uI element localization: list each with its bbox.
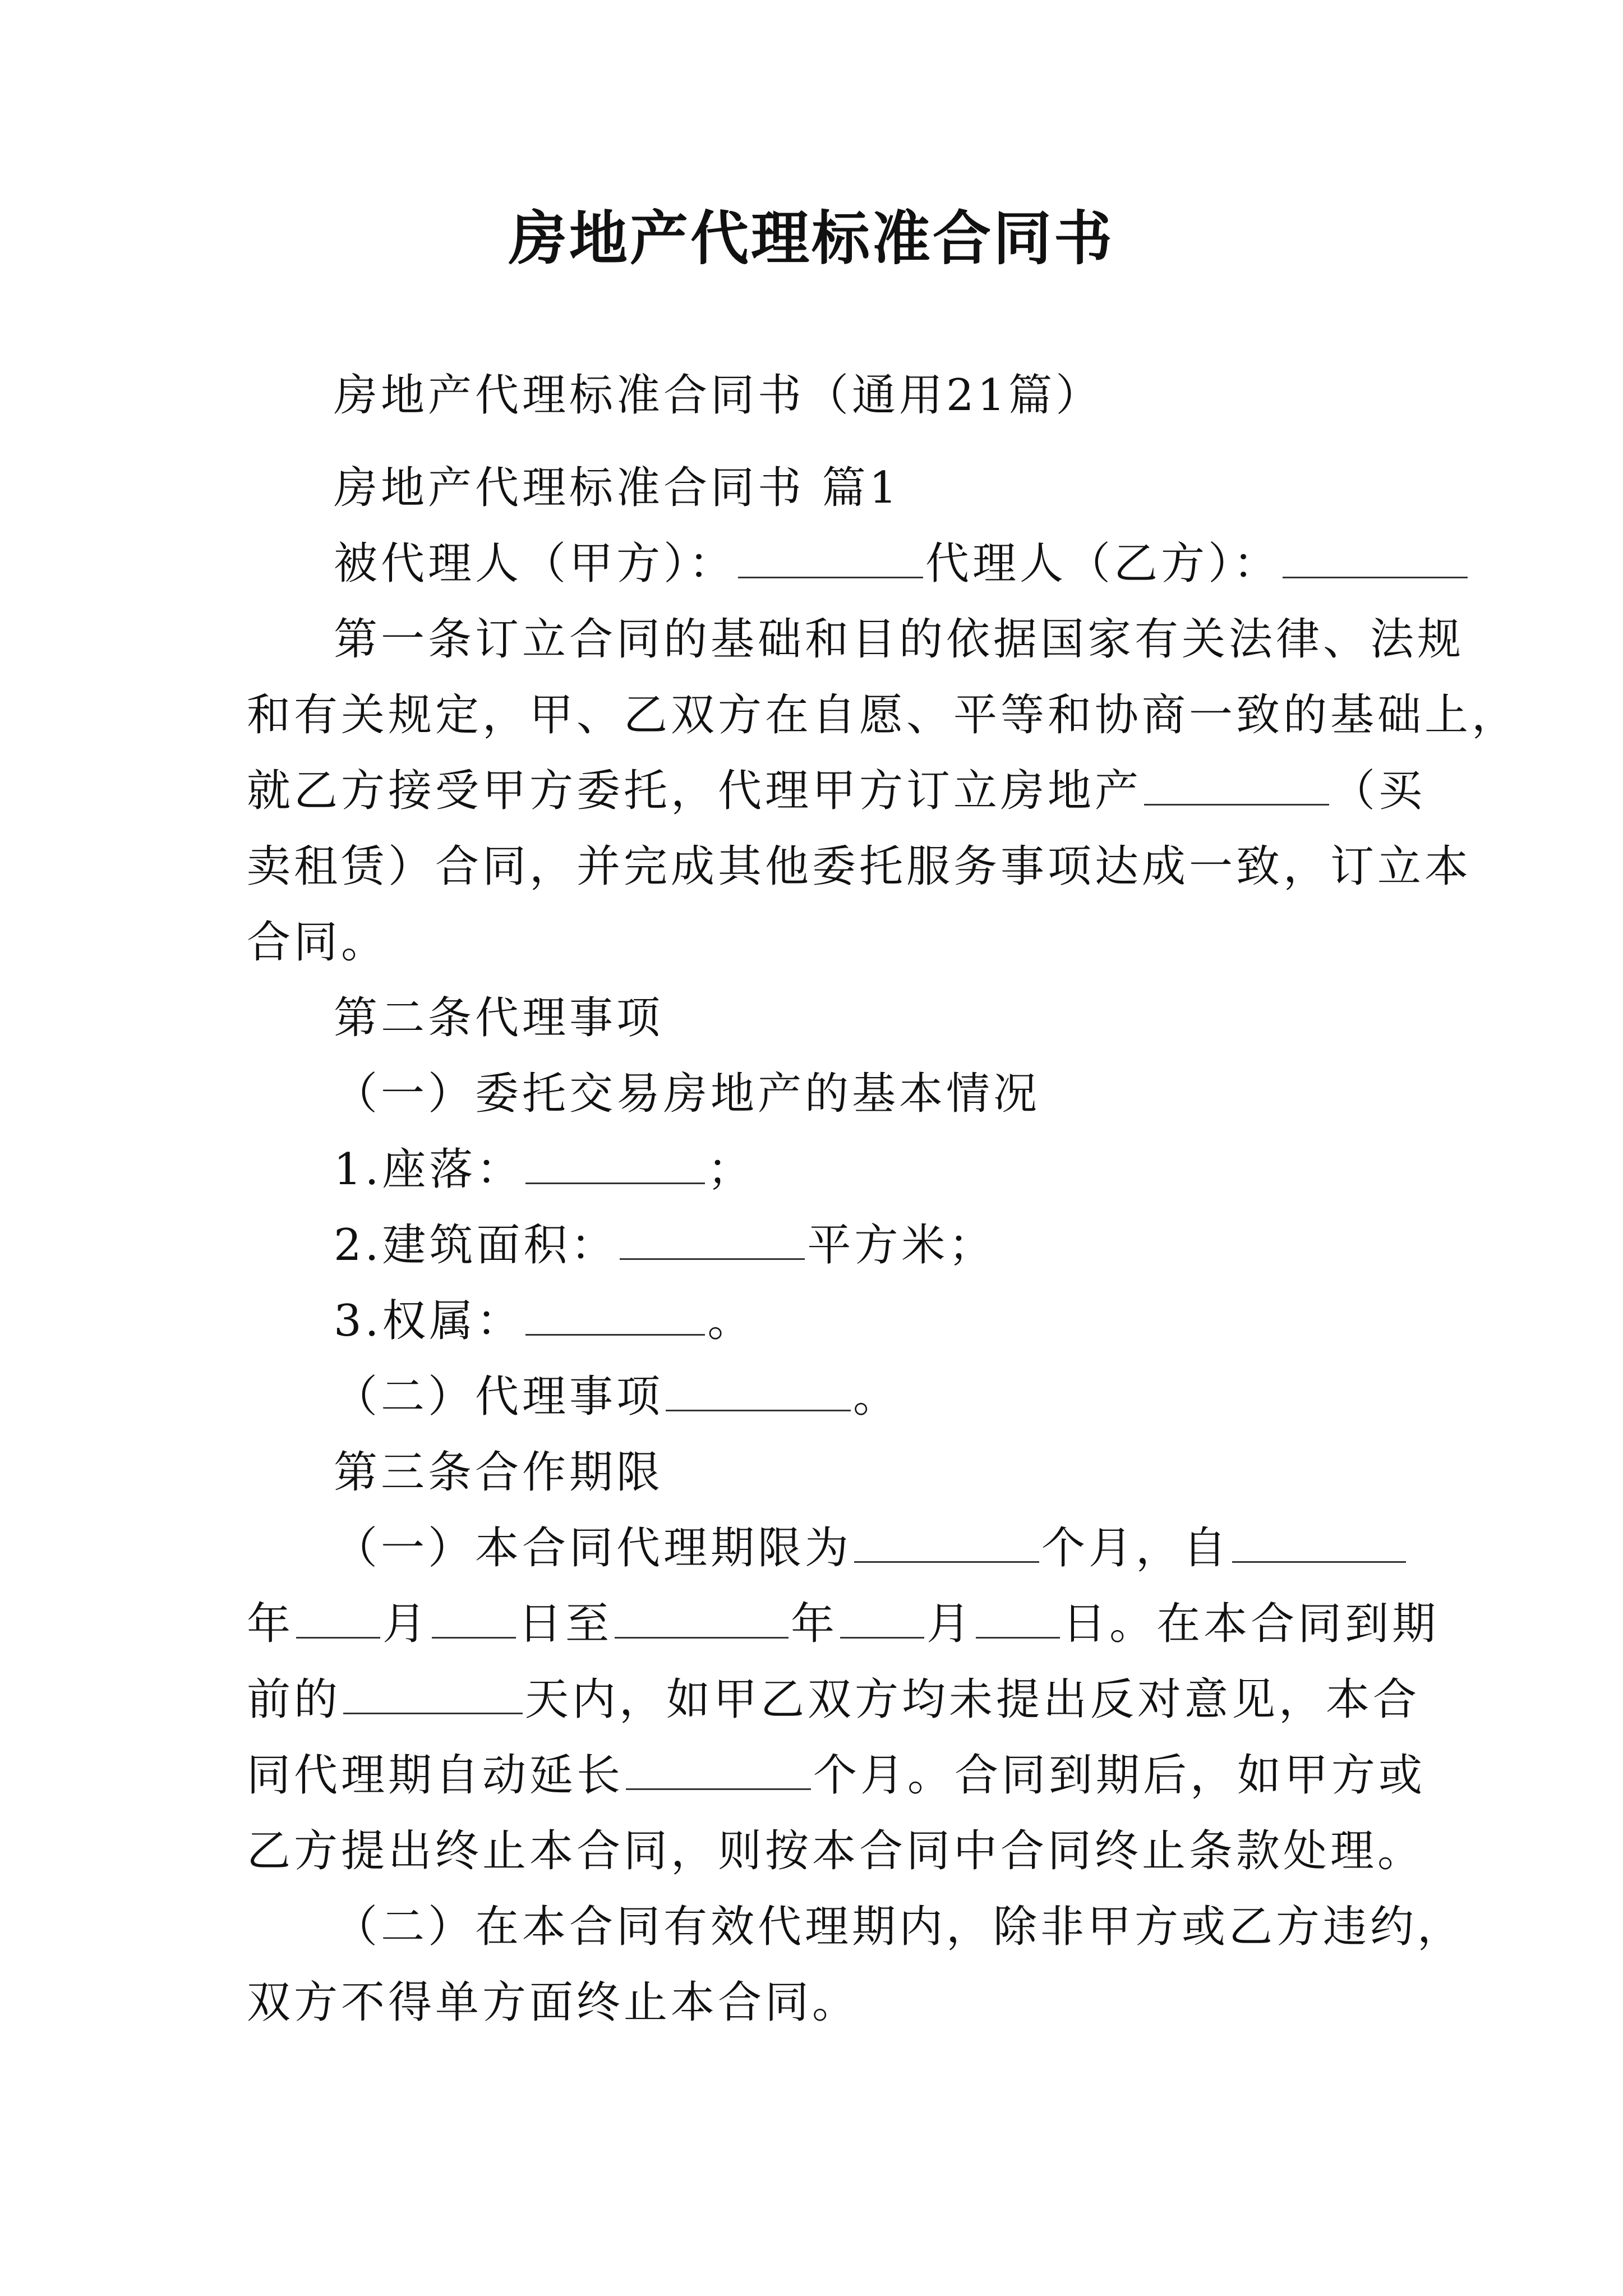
article3-heading: 第三条合作期限 xyxy=(334,1447,664,1498)
article1-line2: 和有关规定，甲、乙双方在自愿、平等和协商一致的基础上， xyxy=(247,690,1519,740)
term-months-blank[interactable] xyxy=(854,1522,1039,1563)
chapter-heading: 房地产代理标准合同书 篇1 xyxy=(334,463,901,513)
item1-location: 1.座落： ； xyxy=(334,1144,755,1195)
agent-blank[interactable] xyxy=(1283,537,1468,578)
area-blank[interactable] xyxy=(620,1219,805,1260)
article1-line5: 合同。 xyxy=(247,917,389,968)
agency-matter-blank[interactable] xyxy=(666,1370,851,1411)
principal-blank[interactable] xyxy=(738,537,923,578)
end-year-blank[interactable] xyxy=(615,1598,789,1639)
article3-p1-line5: 乙方提出终止本合同，则按本合同中合同终止条款处理。 xyxy=(247,1826,1425,1876)
article3-p1-line3: 前的 天内，如甲乙双方均未提出反对意见，本合 xyxy=(247,1674,1421,1725)
subtitle: 房地产代理标准合同书（通用21篇） xyxy=(334,370,1103,421)
article1-line4: 卖租赁）合同，并完成其他委托服务事项达成一致，订立本 xyxy=(247,841,1472,892)
article2-heading: 第二条代理事项 xyxy=(334,993,664,1043)
article2-sub2: （二）代理事项 。 xyxy=(334,1372,901,1422)
start-year-blank[interactable] xyxy=(296,1598,380,1639)
parties-line xyxy=(334,533,1470,595)
extend-months-blank[interactable] xyxy=(626,1749,811,1790)
item2-area: 2.建筑面积： 平方米； xyxy=(334,1220,996,1271)
agent-label: 代理人（乙方）： xyxy=(925,539,1281,589)
article3-p1-line2: 年 月 日至 年 月 日。在本合同到期 xyxy=(247,1599,1440,1649)
ownership-blank[interactable] xyxy=(525,1295,705,1336)
article3-p2-line1: （二）在本合同有效代理期内，除非甲方或乙方违约， xyxy=(334,1902,1465,1952)
article3-p2-line2: 双方不得单方面终止本合同。 xyxy=(247,1977,860,2028)
start-month-blank[interactable] xyxy=(432,1598,516,1639)
end-month-blank[interactable] xyxy=(840,1598,924,1639)
end-day-blank[interactable] xyxy=(976,1598,1060,1639)
property-type-blank[interactable] xyxy=(1144,765,1329,806)
article3-p1-line4: 同代理期自动延长 个月。合同到期后，如甲方或 xyxy=(247,1750,1426,1801)
start-blank[interactable] xyxy=(1232,1522,1406,1563)
article1-line3: 就乙方接受甲方委托，代理甲方订立房地产 （买 xyxy=(247,766,1426,816)
location-blank[interactable] xyxy=(525,1143,705,1184)
document-title: 房地产代理标准合同书 xyxy=(508,204,1114,273)
principal-label: 被代理人（甲方）： xyxy=(334,539,736,589)
article1-line1: 第一条订立合同的基础和目的依据国家有关法律、法规 xyxy=(334,614,1465,665)
article3-p1-line1: （一）本合同代理期限为 个月，自 xyxy=(334,1517,1408,1579)
article2-sub1: （一）委托交易房地产的基本情况 xyxy=(334,1069,1041,1119)
item3-ownership: 3.权属： 。 xyxy=(334,1296,755,1346)
days-blank[interactable] xyxy=(343,1673,523,1714)
